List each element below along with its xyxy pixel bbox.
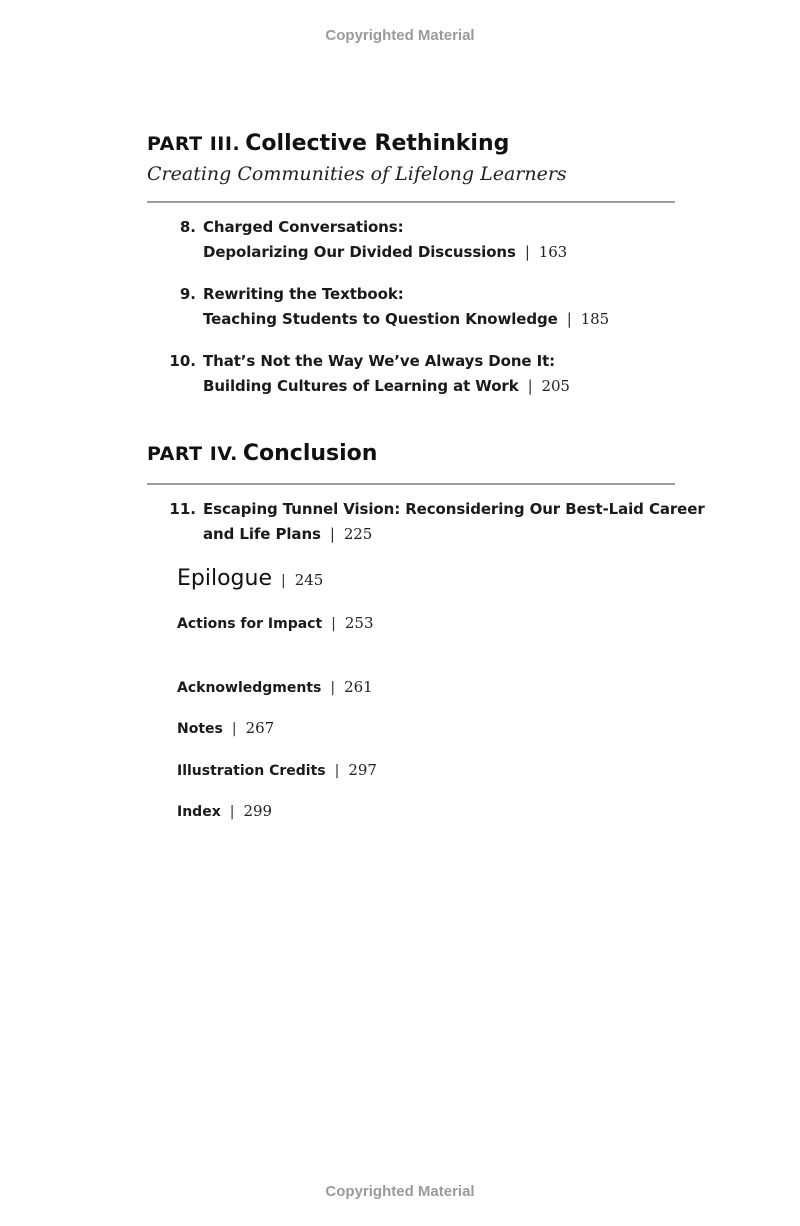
separator: |	[527, 377, 533, 395]
page-number: 297	[348, 761, 377, 779]
illustration-credits-entry[interactable]	[177, 761, 377, 779]
chapter-number: 9.	[179, 285, 196, 303]
separator: |	[524, 243, 530, 261]
index-entry[interactable]	[177, 802, 272, 820]
page-number: 261	[344, 678, 373, 696]
chapter-title[interactable]: Rewriting the Textbook:	[203, 285, 404, 303]
section-divider	[147, 201, 675, 203]
page-number: 163	[538, 243, 568, 261]
entry-title: Index	[177, 804, 221, 820]
chapter-subtitle-line[interactable]	[203, 243, 567, 261]
part-label: PART III.	[147, 133, 241, 155]
entry-title: Illustration Credits	[177, 763, 326, 779]
chapter-title[interactable]: Charged Conversations:	[203, 218, 404, 236]
chapter-subtitle-line[interactable]	[203, 377, 570, 395]
chapter-title-continued[interactable]	[203, 525, 372, 543]
epilogue-entry[interactable]	[177, 566, 323, 591]
page-number: 185	[580, 310, 610, 328]
chapter-title[interactable]: That’s Not the Way We’ve Always Done It:	[203, 352, 556, 370]
separator: |	[566, 310, 572, 328]
copyright-watermark-bottom: Copyrighted Material	[325, 1183, 475, 1200]
chapter-number: 10.	[169, 352, 196, 370]
separator: |	[334, 763, 340, 779]
actions-for-impact-entry[interactable]	[177, 614, 374, 632]
epilogue-title: Epilogue	[177, 566, 272, 591]
part-title: Collective Rethinking	[245, 131, 510, 156]
page-number: 205	[541, 377, 570, 395]
part-subtitle: Creating Communities of Lifelong Learners	[147, 163, 567, 185]
separator: |	[281, 573, 286, 589]
chapter-subtitle-line[interactable]	[203, 310, 609, 328]
part-heading	[147, 441, 377, 466]
separator: |	[229, 804, 235, 820]
acknowledgments-entry[interactable]	[177, 678, 373, 696]
entry-title: Notes	[177, 721, 223, 737]
separator: |	[329, 525, 335, 543]
chapter-number: 8.	[179, 218, 196, 236]
part-title: Conclusion	[242, 441, 378, 466]
page-number: 267	[245, 719, 275, 737]
chapter-subtitle: Teaching Students to Question Knowledge	[203, 310, 558, 328]
chapter-title[interactable]: Escaping Tunnel Vision: Reconsidering Our Best-Laid Career	[203, 500, 705, 518]
part-heading	[147, 131, 509, 156]
separator: |	[330, 680, 336, 696]
section-divider	[147, 483, 675, 485]
chapter-title-line2: and Life Plans	[203, 525, 321, 543]
entry-title: Acknowledgments	[177, 680, 322, 696]
notes-entry[interactable]	[177, 719, 274, 737]
chapter-subtitle: Building Cultures of Learning at Work	[203, 377, 519, 395]
chapter-number: 11.	[169, 500, 196, 518]
page-number: 245	[294, 571, 324, 589]
page-number: 299	[243, 802, 273, 820]
part-label: PART IV.	[147, 443, 238, 465]
separator: |	[331, 616, 336, 632]
separator: |	[231, 721, 237, 737]
copyright-watermark-top: Copyrighted Material	[325, 27, 475, 44]
page-number: 253	[344, 614, 374, 632]
chapter-subtitle: Depolarizing Our Divided Discussions	[203, 243, 516, 261]
entry-title: Actions for Impact	[177, 616, 323, 632]
page-number: 225	[343, 525, 373, 543]
